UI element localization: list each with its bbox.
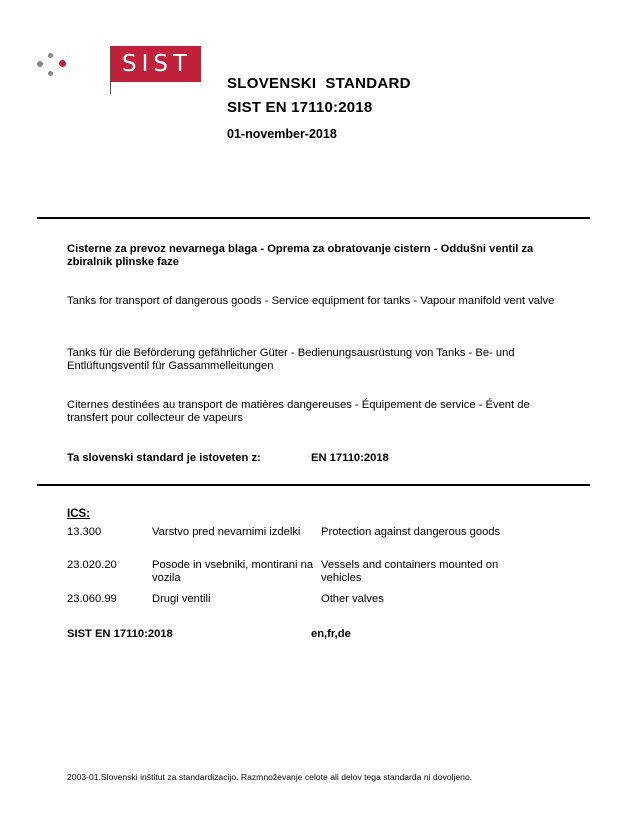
title-german: Tanks für die Beförderung gefährlicher Güter - Bedienungsausrüstung von Tanks - Be- und Entlüftungsventil für Gassammelleitungen <box>67 347 515 372</box>
ics-code: 23.020.20 <box>67 559 117 571</box>
ics-label: ICS: <box>67 508 90 520</box>
sist-logo <box>37 46 193 94</box>
logo-dot-icon <box>37 61 43 67</box>
logo-wordmark: SIST <box>110 46 201 82</box>
ics-description-en: Protection against dangerous goods <box>321 526 501 538</box>
logo-divider <box>110 46 111 94</box>
logo-dot-icon <box>59 60 66 67</box>
title-french: Citernes destinées au transport de matières dangereuses - Équipement de service - Évent de transfert pour collecteur de vapeurs <box>67 399 530 424</box>
standard-heading: SLOVENSKI STANDARD <box>227 75 411 92</box>
ics-description-en: Other valves <box>321 593 384 605</box>
top-divider <box>37 217 590 219</box>
middle-divider <box>37 484 590 486</box>
ics-code: 23.060.99 <box>67 593 117 605</box>
title-slovenian: Cisterne za prevoz nevarnega blaga - Oprema za obratovanje cistern - Oddušni ventil za zbiralnik plinske faze <box>67 243 534 268</box>
identical-value: EN 17110:2018 <box>311 452 389 464</box>
ics-description-sl: Posode in vsebniki, montirani na vozila <box>152 559 314 584</box>
standard-number: SIST EN 17110:2018 <box>227 99 373 116</box>
ics-description-en: Vessels and containers mounted on vehicles <box>321 559 499 584</box>
ics-description-sl: Drugi ventili <box>152 593 211 605</box>
ics-code: 13.300 <box>67 526 102 538</box>
title-english: Tanks for transport of dangerous goods - Service equipment for tanks - Vapour manifold vent valve <box>67 295 555 307</box>
bottom-languages: en,fr,de <box>311 628 351 640</box>
copyright-footer: 2003-01.Slovenski inštitut za standardizacijo. Razmnoževanje celote ali delov tega standarda ni dovoljeno. <box>67 772 473 782</box>
logo-dot-icon <box>48 53 53 58</box>
logo-dot-icon <box>48 71 53 76</box>
ics-description-sl: Varstvo pred nevarnimi izdelki <box>152 526 301 538</box>
standard-date: 01-november-2018 <box>227 127 337 141</box>
bottom-standard-code: SIST EN 17110:2018 <box>67 628 173 640</box>
identical-label: Ta slovenski standard je istoveten z: <box>67 452 261 464</box>
